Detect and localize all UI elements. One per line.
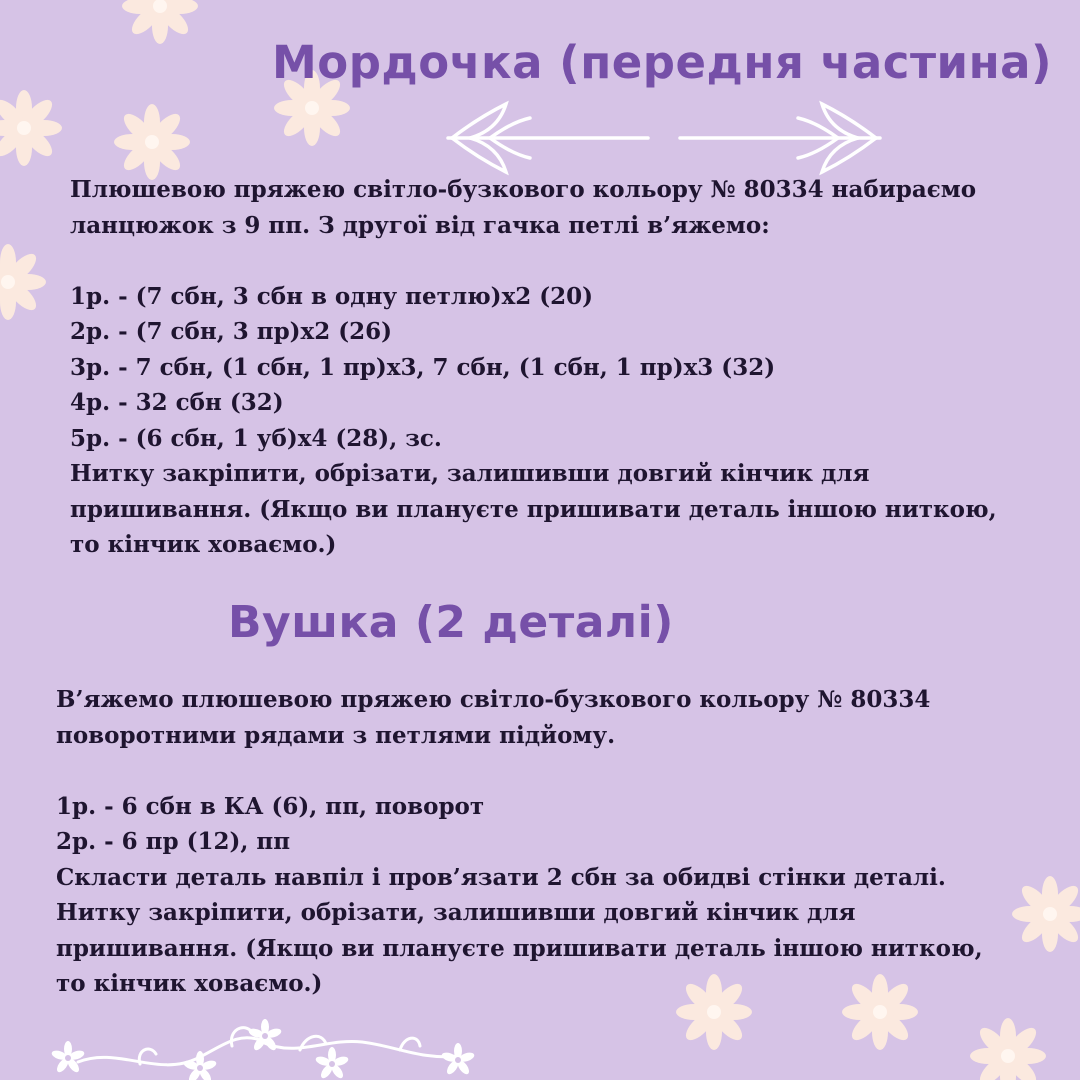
muzzle-instructions — [70, 172, 997, 563]
daisy-flower-icon — [114, 104, 190, 180]
instruction-line: поворотними рядами з петлями підйому. — [56, 721, 616, 749]
row-line: 2р. - (7 сбн, 3 пр)х2 (26) — [70, 318, 393, 345]
instruction-line: то кінчик ховаємо.) — [70, 531, 337, 558]
section-title-muzzle: Мордочка (передня частина) — [272, 36, 1053, 89]
instruction-line: то кінчик ховаємо.) — [56, 970, 323, 997]
instruction-line: ланцюжок з 9 пп. З другої від гачка петлі в’яжемо: — [70, 211, 770, 239]
instruction-line: Нитку закріпити, обрізати, залишивши довгий кінчик для — [56, 899, 856, 926]
section-title-ears: Вушка (2 деталі) — [228, 597, 674, 648]
instruction-line: В’яжемо плюшевою пряжею світло-бузкового кольору № 80334 — [56, 686, 931, 713]
daisy-flower-icon — [0, 90, 62, 166]
daisy-flower-icon — [970, 1018, 1046, 1080]
instruction-line: Нитку закріпити, обрізати, залишивши довгий кінчик для — [70, 460, 870, 487]
instruction-line: пришивання. (Якщо ви плануєте пришивати деталь іншою ниткою, — [56, 934, 983, 962]
instruction-line: Плюшевою пряжею світло-бузкового кольору № 80334 набираємо — [70, 176, 977, 203]
row-line: 3р. - 7 сбн, (1 сбн, 1 пр)х3, 7 сбн, (1 сбн, 1 пр)х3 (32) — [70, 353, 776, 381]
instruction-line: Скласти деталь навпіл і пров’язати 2 сбн за обидві стінки деталі. — [56, 863, 946, 891]
daisy-flower-icon — [0, 244, 46, 320]
small-flower-icon — [183, 1051, 218, 1080]
row-line: 1р. - (7 сбн, 3 сбн в одну петлю)х2 (20) — [70, 282, 594, 310]
leaf-branch-ornament — [448, 104, 880, 172]
daisy-flower-icon — [122, 0, 198, 44]
instruction-line: пришивання. (Якщо ви плануєте пришивати деталь іншою ниткою, — [70, 495, 997, 523]
small-flower-icon — [441, 1043, 476, 1076]
small-flower-icon — [51, 1041, 86, 1074]
ears-instructions — [56, 682, 983, 1002]
daisy-flower-icon — [1012, 876, 1080, 952]
row-line: 2р. - 6 пр (12), пп — [56, 828, 291, 855]
row-line: 4р. - 32 сбн (32) — [70, 389, 284, 416]
small-flower-icon — [315, 1047, 350, 1080]
row-line: 1р. - 6 сбн в КА (6), пп, поворот — [56, 792, 485, 820]
row-line: 5р. - (6 сбн, 1 уб)х4 (28), зс. — [70, 424, 442, 452]
